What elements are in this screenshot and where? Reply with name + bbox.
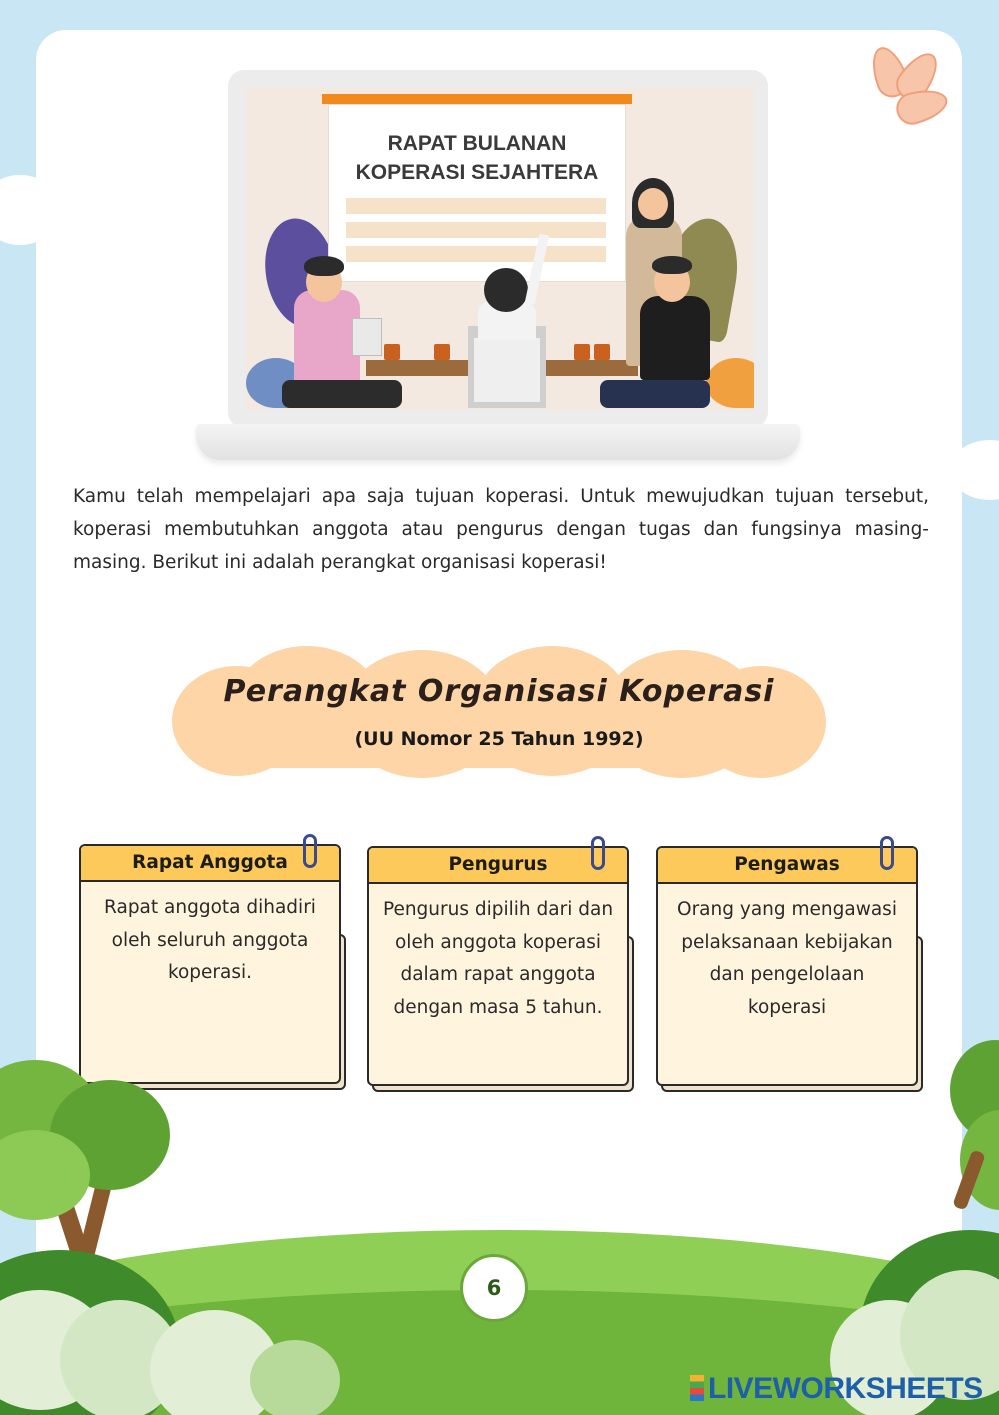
intro-paragraph: Kamu telah mempelajari apa saja tujuan koperasi. Untuk mewujudkan tujuan tersebut, koperasi membutuhkan anggota atau pengurus dengan tugas dan fungsinya masing-masing. Berikut ini adalah perangkat organisasi koperasi!	[73, 486, 929, 573]
mug-icon	[574, 344, 590, 360]
brand-name: LIVEWORKSHEETS	[708, 1372, 983, 1405]
page-number: 6	[460, 1254, 528, 1322]
card-title: Rapat Anggota	[81, 846, 339, 882]
paperclip-icon	[303, 834, 317, 868]
live-badge-icon	[690, 1375, 704, 1401]
whiteboard-line	[346, 222, 606, 238]
banner-subtitle: (UU Nomor 25 Tahun 1992)	[354, 728, 644, 750]
whiteboard-title-line2: KOPERASI SEJAHTERA	[355, 161, 599, 184]
card-text: Rapat anggota dihadiri oleh seluruh anggota koperasi.	[104, 897, 316, 984]
paperclip-icon	[591, 836, 605, 870]
whiteboard-line	[346, 246, 606, 262]
whiteboard-top-bar	[322, 94, 632, 104]
card-text: Pengurus dipilih dari dan oleh anggota koperasi dalam rapat anggota dengan masa 5 tahun.	[382, 899, 614, 1018]
laptop-keyboard-base	[196, 424, 800, 460]
card-title: Pengawas	[658, 848, 916, 884]
whiteboard-line	[346, 198, 606, 214]
whiteboard-title-line1: RAPAT BULANAN	[387, 132, 567, 155]
mug-icon	[594, 344, 610, 360]
paperclip-icon	[880, 836, 894, 870]
mug-icon	[384, 344, 400, 360]
card-text: Orang yang mengawasi pelaksanaan kebijakan dan pengelolaan koperasi	[677, 899, 897, 1018]
liveworksheets-logo[interactable]	[690, 1372, 983, 1406]
mug-icon	[434, 344, 450, 360]
title-banner	[172, 646, 826, 788]
card-title: Pengurus	[369, 848, 627, 884]
banner-title: Perangkat Organisasi Koperasi	[223, 674, 775, 709]
